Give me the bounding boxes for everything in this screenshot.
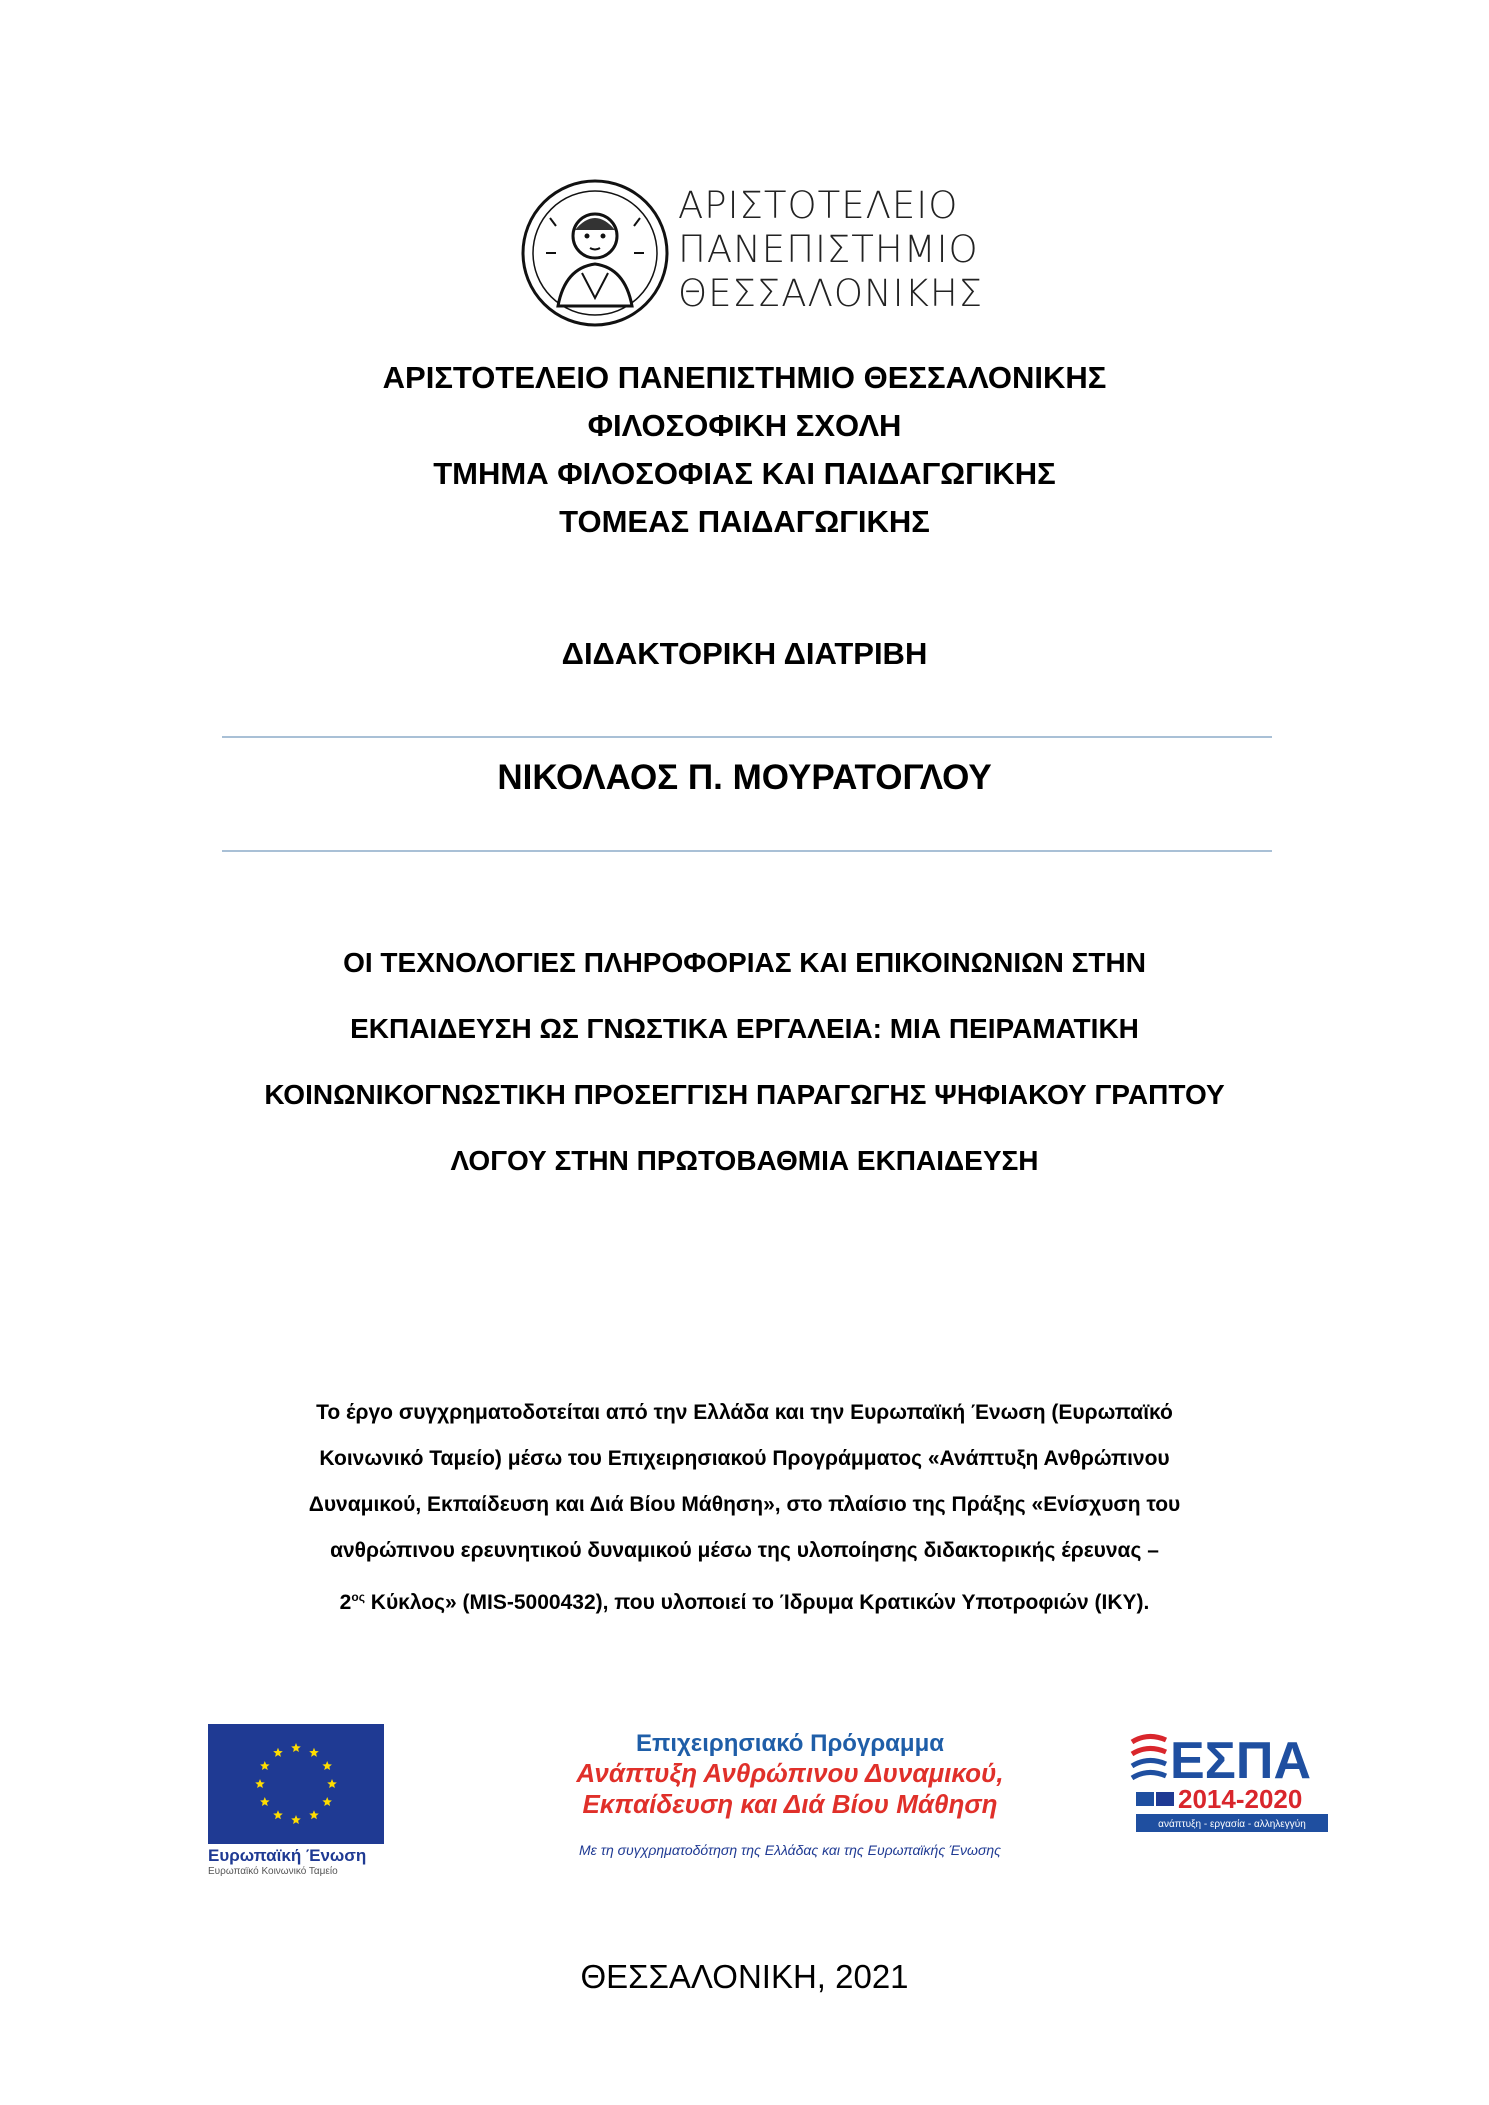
university-logo <box>520 178 984 328</box>
title-line-3: ΚΟΙΝΩΝΙΚΟΓΝΩΣΤΙΚΗ ΠΡΟΣΕΓΓΙΣΗ ΠΑΡΑΓΩΓΗΣ ΨΗΦΙΑΚΟΥ ΓΡΑΠΤΟΥ <box>264 1079 1225 1110</box>
divider-bottom <box>222 850 1272 852</box>
funding-line-3: Δυναμικού, Εκπαίδευση και Διά Βίου Μάθηση», στο πλαίσιο της Πράξης «Ενίσχυση του <box>308 1493 1181 1516</box>
university-logo-line-1: ΑΡΙΣΤΟΤΕΛΕΙΟ <box>678 184 959 227</box>
university-logo-line-2: ΠΑΝΕΠΙΣΤΗΜΙΟ <box>678 228 979 271</box>
title-line-4: ΛΟΓΟΥ ΣΤΗΝ ΠΡΩΤΟΒΑΘΜΙΑ ΕΚΠΑΙΔΕΥΣΗ <box>450 1145 1039 1176</box>
heading-school: ΦΙΛΟΣΟΦΙΚΗ ΣΧΟΛΗ <box>587 408 902 443</box>
funding-line-5 <box>0 1574 1489 1626</box>
eu-flag-icon <box>208 1724 384 1844</box>
document-type: ΔΙΔΑΚΤΟΡΙΚΗ ΔΙΑΤΡΙΒΗ <box>561 636 928 671</box>
city-year: ΘΕΣΣΑΛΟΝΙΚΗ, 2021 <box>580 1958 909 1995</box>
programme-line-4: Με τη συγχρηματοδότηση της Ελλάδας και της Ευρωπαϊκής Ένωσης <box>579 1842 1001 1858</box>
espa-tagline: ανάπτυξη - εργασία - αλληλεγγύη <box>1158 1819 1306 1830</box>
funding-line-5-text: Κύκλος» (MIS-5000432), που υλοποιεί το Ίδρυμα Κρατικών Υποτροφιών (ΙΚΥ). <box>364 1591 1150 1614</box>
institution-heading <box>0 354 1489 546</box>
espa-swoosh-icon <box>1128 1722 1338 1842</box>
programme-line-3: Εκπαίδευση και Διά Βίου Μάθηση <box>582 1789 998 1819</box>
eu-logo <box>208 1724 398 1877</box>
university-seal-icon <box>520 178 670 328</box>
programme-logo <box>520 1730 1060 1870</box>
espa-logo <box>1128 1722 1338 1842</box>
heading-university: ΑΡΙΣΤΟΤΕΛΕΙΟ ΠΑΝΕΠΙΣΤΗΜΙΟ ΘΕΣΣΑΛΟΝΙΚΗΣ <box>382 360 1107 395</box>
university-logo-line-3: ΘΕΣΣΑΛΟΝΙΚΗΣ <box>678 272 984 315</box>
funding-statement <box>0 1390 1489 1626</box>
espa-name: ΕΣΠΑ <box>1170 1732 1311 1790</box>
funding-line-4: ανθρώπινου ερευνητικού δυναμικού μέσω της υλοποίησης διδακτορικής έρευνας – <box>330 1539 1159 1562</box>
programme-line-1: Επιχειρησιακό Πρόγραμμα <box>635 1730 945 1757</box>
divider-top <box>222 736 1272 738</box>
heading-department: ΤΜΗΜΑ ΦΙΛΟΣΟΦΙΑΣ ΚΑΙ ΠΑΙΔΑΓΩΓΙΚΗΣ <box>433 456 1056 491</box>
funding-line-1: Το έργο συγχρηματοδοτείται από την Ελλάδα και την Ευρωπαϊκή Ένωση (Ευρωπαϊκό <box>316 1401 1173 1424</box>
heading-section: ΤΟΜΕΑΣ ΠΑΙΔΑΓΩΓΙΚΗΣ <box>559 504 930 539</box>
cycle-ordinal: ος <box>351 1590 365 1604</box>
title-line-1: ΟΙ ΤΕΧΝΟΛΟΓΙΕΣ ΠΛΗΡΟΦΟΡΙΑΣ ΚΑΙ ΕΠΙΚΟΙΝΩΝΙΩΝ ΣΤΗΝ <box>343 947 1146 978</box>
funding-line-2: Κοινωνικό Ταμείο) μέσω του Επιχειρησιακού Προγράμματος «Ανάπτυξη Ανθρώπινου <box>319 1447 1170 1470</box>
espa-years: 2014-2020 <box>1178 1784 1303 1814</box>
cycle-number: 2 <box>339 1591 352 1614</box>
eu-logo-title: Ευρωπαϊκή Ένωση <box>208 1846 367 1865</box>
author-name: ΝΙΚΟΛΑΟΣ Π. ΜΟΥΡΑΤΟΓΛΟΥ <box>497 758 992 797</box>
title-line-2: ΕΚΠΑΙΔΕΥΣΗ ΩΣ ΓΝΩΣΤΙΚΑ ΕΡΓΑΛΕΙΑ: ΜΙΑ ΠΕΙΡΑΜΑΤΙΚΗ <box>350 1013 1139 1044</box>
programme-line-2: Ανάπτυξη Ανθρώπινου Δυναμικού, <box>576 1758 1004 1788</box>
eu-logo-subtitle: Ευρωπαϊκό Κοινωνικό Ταμείο <box>208 1866 338 1877</box>
thesis-title <box>0 930 1489 1194</box>
